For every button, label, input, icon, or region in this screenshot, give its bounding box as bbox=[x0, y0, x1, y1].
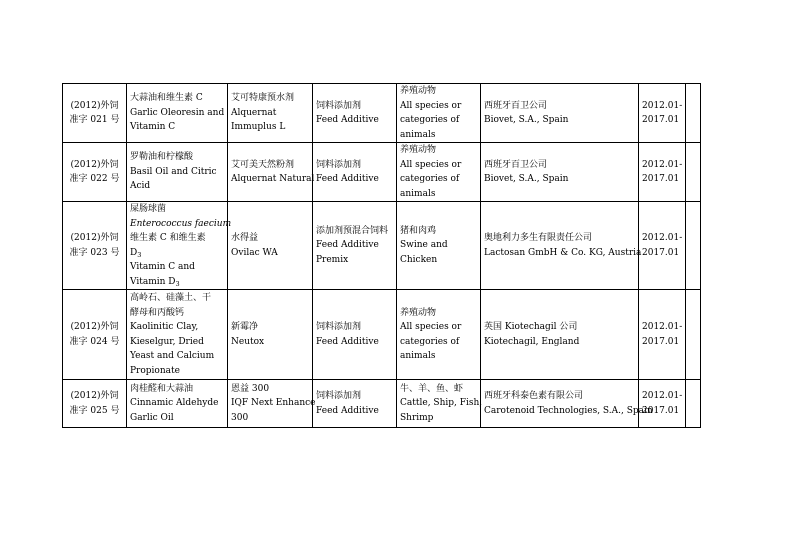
company-line: Lactosan GmbH & Co. KG, Austria bbox=[484, 247, 642, 258]
ingredient-line bbox=[130, 150, 224, 165]
registration-number-line: (2012)外饲 bbox=[70, 100, 119, 111]
ingredient-text: Vitamin D bbox=[130, 276, 176, 287]
empty-cell bbox=[686, 84, 701, 143]
ingredient-line bbox=[130, 275, 224, 290]
target-species-line: categories of bbox=[400, 336, 460, 347]
registration-number-line: 准字 022 号 bbox=[69, 174, 120, 184]
table-row bbox=[63, 143, 701, 202]
product-name-line: 水得益 bbox=[231, 233, 259, 243]
target-species-line: animals bbox=[400, 129, 436, 140]
ingredient-text: 屎肠球菌 bbox=[130, 204, 167, 214]
product-name-line: Neutox bbox=[231, 336, 265, 347]
registration-number-line: (2012)外饲 bbox=[70, 159, 119, 170]
ingredient-line bbox=[130, 306, 224, 321]
validity-period-line: 2012.01- bbox=[642, 233, 683, 243]
target-species-line: 养殖动物 bbox=[400, 145, 437, 155]
validity-period-cell bbox=[639, 202, 686, 290]
target-species-line: 养殖动物 bbox=[400, 86, 437, 96]
ingredient-line bbox=[130, 202, 224, 217]
category-cell bbox=[313, 84, 397, 143]
product-name-cell bbox=[228, 143, 313, 202]
active-ingredient-cell bbox=[127, 143, 228, 202]
category-line: Feed Additive bbox=[316, 115, 379, 125]
registration-number-line: (2012)外饲 bbox=[70, 322, 119, 332]
subscript: 3 bbox=[175, 279, 180, 288]
active-ingredient-cell bbox=[127, 290, 228, 380]
validity-period-line: 2017.01 bbox=[642, 405, 680, 416]
validity-period-line: 2012.01- bbox=[642, 159, 683, 170]
product-name-cell bbox=[228, 84, 313, 143]
company-line: Kiotechagil, England bbox=[484, 336, 580, 347]
product-name-line: 艾可美天然粉剂 bbox=[231, 159, 295, 170]
registration-number-cell bbox=[63, 202, 127, 290]
table-row bbox=[63, 290, 701, 380]
category-line: Feed Additive bbox=[316, 336, 379, 347]
registration-number-line: 准字 021 号 bbox=[69, 115, 120, 125]
ingredient-line bbox=[130, 91, 224, 106]
empty-cell bbox=[686, 143, 701, 202]
category-line: 饲料添加剂 bbox=[316, 100, 362, 111]
company-line: Biovet, S.A., Spain bbox=[484, 115, 569, 125]
target-species-cell bbox=[397, 84, 481, 143]
product-name-cell bbox=[228, 290, 313, 380]
ingredient-line bbox=[130, 231, 224, 246]
ingredient-line bbox=[130, 349, 224, 364]
target-species-line: Cattle, Ship, Fish, bbox=[400, 398, 483, 409]
company-line: 奥地利力多生有限责任公司 bbox=[484, 233, 593, 243]
product-name-line: Alquernat bbox=[231, 107, 277, 118]
ingredient-line bbox=[130, 291, 224, 306]
empty-cell bbox=[686, 290, 701, 380]
ingredient-line bbox=[130, 246, 224, 261]
target-species-line: categories of bbox=[400, 115, 460, 125]
ingredient-text: Propionate bbox=[130, 365, 180, 376]
target-species-line: Swine and bbox=[400, 240, 448, 251]
ingredient-text: 高岭石、硅藻土、干 bbox=[130, 293, 212, 303]
target-species-line: Chicken bbox=[400, 254, 438, 265]
table-row bbox=[63, 202, 701, 290]
category-cell bbox=[313, 380, 397, 428]
empty-cell bbox=[686, 380, 701, 428]
subscript: 3 bbox=[137, 250, 142, 259]
product-name-line: Immuplus L bbox=[231, 122, 286, 133]
registration-number-cell bbox=[63, 290, 127, 380]
ingredient-line bbox=[130, 364, 224, 379]
company-cell bbox=[481, 202, 642, 290]
validity-period-line: 2012.01- bbox=[642, 322, 683, 332]
ingredient-text: Cinnamic Aldehyde bbox=[130, 398, 219, 409]
category-line: 添加剂预混合饲料 bbox=[316, 225, 389, 236]
target-species-line: All species or bbox=[400, 322, 462, 332]
target-species-line: All species or bbox=[400, 159, 462, 170]
ingredient-line bbox=[130, 106, 224, 121]
ingredient-text: 维生素 C 和维生素 bbox=[130, 233, 206, 243]
company-cell bbox=[481, 84, 639, 143]
validity-period-line: 2017.01 bbox=[642, 336, 680, 347]
target-species-line: animals bbox=[400, 188, 436, 199]
target-species-cell bbox=[397, 143, 481, 202]
category-cell bbox=[313, 202, 397, 290]
category-line: 饲料添加剂 bbox=[316, 159, 362, 170]
target-species-line: animals bbox=[400, 351, 436, 361]
table-row bbox=[63, 84, 701, 143]
product-name-line: 300 bbox=[231, 412, 249, 423]
empty-cell bbox=[686, 202, 701, 290]
target-species-cell bbox=[397, 202, 481, 290]
ingredient-text: 酵母和丙酸钙 bbox=[130, 307, 185, 318]
validity-period-cell bbox=[639, 380, 686, 428]
target-species-line: 猪和肉鸡 bbox=[400, 225, 437, 236]
target-species-line: Shrimp bbox=[400, 412, 434, 423]
ingredient-line bbox=[130, 260, 224, 275]
ingredient-line bbox=[130, 179, 224, 194]
ingredient-text: Yeast and Calcium bbox=[130, 351, 215, 361]
ingredient-text: 罗勒油和柠檬酸 bbox=[130, 152, 194, 163]
ingredient-text: Kaolinitic Clay, bbox=[130, 322, 199, 332]
product-name-line: IQF Next Enhance bbox=[231, 398, 316, 409]
ingredient-line bbox=[130, 217, 232, 232]
ingredient-line bbox=[130, 335, 224, 350]
ingredient-text: Basil Oil and Citric bbox=[130, 166, 217, 177]
validity-period-line: 2012.01- bbox=[642, 391, 683, 401]
ingredient-text: Vitamin C and bbox=[130, 262, 195, 272]
active-ingredient-cell bbox=[127, 202, 232, 290]
product-name-line: 恩益 300 bbox=[231, 383, 270, 394]
ingredient-text: D bbox=[130, 247, 138, 258]
active-ingredient-cell bbox=[127, 84, 228, 143]
target-species-cell bbox=[397, 380, 481, 428]
validity-period-line: 2012.01- bbox=[642, 100, 683, 111]
product-name-cell bbox=[228, 380, 316, 428]
registration-number-line: (2012)外饲 bbox=[70, 233, 119, 243]
product-name-line: Ovilac WA bbox=[231, 247, 278, 258]
ingredient-text: 肉桂醛和大蒜油 bbox=[130, 383, 194, 394]
validity-period-cell bbox=[639, 143, 686, 202]
validity-period-cell bbox=[639, 84, 686, 143]
target-species-line: All species or bbox=[400, 100, 462, 111]
ingredient-text: Acid bbox=[130, 181, 151, 192]
ingredient-text: Kieselgur, Dried bbox=[130, 336, 204, 347]
validity-period-line: 2017.01 bbox=[642, 174, 680, 184]
target-species-line: categories of bbox=[400, 174, 460, 184]
target-species-cell bbox=[397, 290, 481, 380]
validity-period-line: 2017.01 bbox=[642, 115, 680, 125]
registration-number-line: 准字 023 号 bbox=[69, 247, 120, 258]
ingredient-line bbox=[130, 382, 224, 397]
ingredient-text: 大蒜油和维生素 C bbox=[130, 93, 203, 104]
registration-number-line: 准字 025 号 bbox=[69, 405, 120, 416]
registration-number-line: 准字 024 号 bbox=[69, 336, 120, 347]
company-line: 西班牙科泰色素有限公司 bbox=[484, 391, 584, 401]
registration-number-cell bbox=[63, 84, 127, 143]
registration-number-line: (2012)外饲 bbox=[70, 391, 119, 401]
product-name-line: Alquernat Natural bbox=[231, 174, 315, 184]
category-cell bbox=[313, 143, 397, 202]
ingredient-line bbox=[130, 120, 224, 135]
category-cell bbox=[313, 290, 397, 380]
ingredient-text: Vitamin C bbox=[130, 122, 176, 133]
ingredient-text: Garlic Oil bbox=[130, 412, 174, 423]
company-line: Carotenoid Technologies, S.A., Spain bbox=[484, 405, 653, 416]
category-line: Feed Additive bbox=[316, 405, 379, 416]
registration-number-cell bbox=[63, 380, 127, 428]
company-line: Biovet, S.A., Spain bbox=[484, 174, 569, 184]
company-cell bbox=[481, 380, 653, 428]
registration-table bbox=[62, 83, 701, 428]
company-line: 西班牙百卫公司 bbox=[484, 159, 548, 170]
company-line: 英国 Kiotechagil 公司 bbox=[484, 322, 578, 332]
registration-number-cell bbox=[63, 143, 127, 202]
product-name-line: 新霉净 bbox=[231, 322, 259, 332]
table-row bbox=[63, 380, 701, 428]
ingredient-line bbox=[130, 411, 224, 426]
category-line: Feed Additive bbox=[316, 174, 379, 184]
target-species-line: 牛、羊、鱼、虾 bbox=[400, 383, 464, 394]
category-line: 饲料添加剂 bbox=[316, 322, 362, 332]
product-name-line: 艾可特康预水剂 bbox=[231, 93, 295, 104]
company-line: 西班牙百卫公司 bbox=[484, 100, 548, 111]
validity-period-line: 2017.01 bbox=[642, 247, 680, 258]
validity-period-cell bbox=[639, 290, 686, 380]
category-line: Premix bbox=[316, 254, 349, 265]
target-species-line: 养殖动物 bbox=[400, 307, 437, 318]
ingredient-text: Enterococcus faecium bbox=[130, 218, 232, 229]
company-cell bbox=[481, 143, 639, 202]
product-name-cell bbox=[228, 202, 313, 290]
ingredient-line bbox=[130, 165, 224, 180]
table-body bbox=[63, 84, 701, 428]
ingredient-text: Garlic Oleoresin and bbox=[130, 107, 225, 118]
ingredient-line bbox=[130, 396, 224, 411]
category-line: Feed Additive bbox=[316, 240, 379, 251]
active-ingredient-cell bbox=[127, 380, 228, 428]
company-cell bbox=[481, 290, 639, 380]
ingredient-line bbox=[130, 320, 224, 335]
category-line: 饲料添加剂 bbox=[316, 391, 362, 401]
